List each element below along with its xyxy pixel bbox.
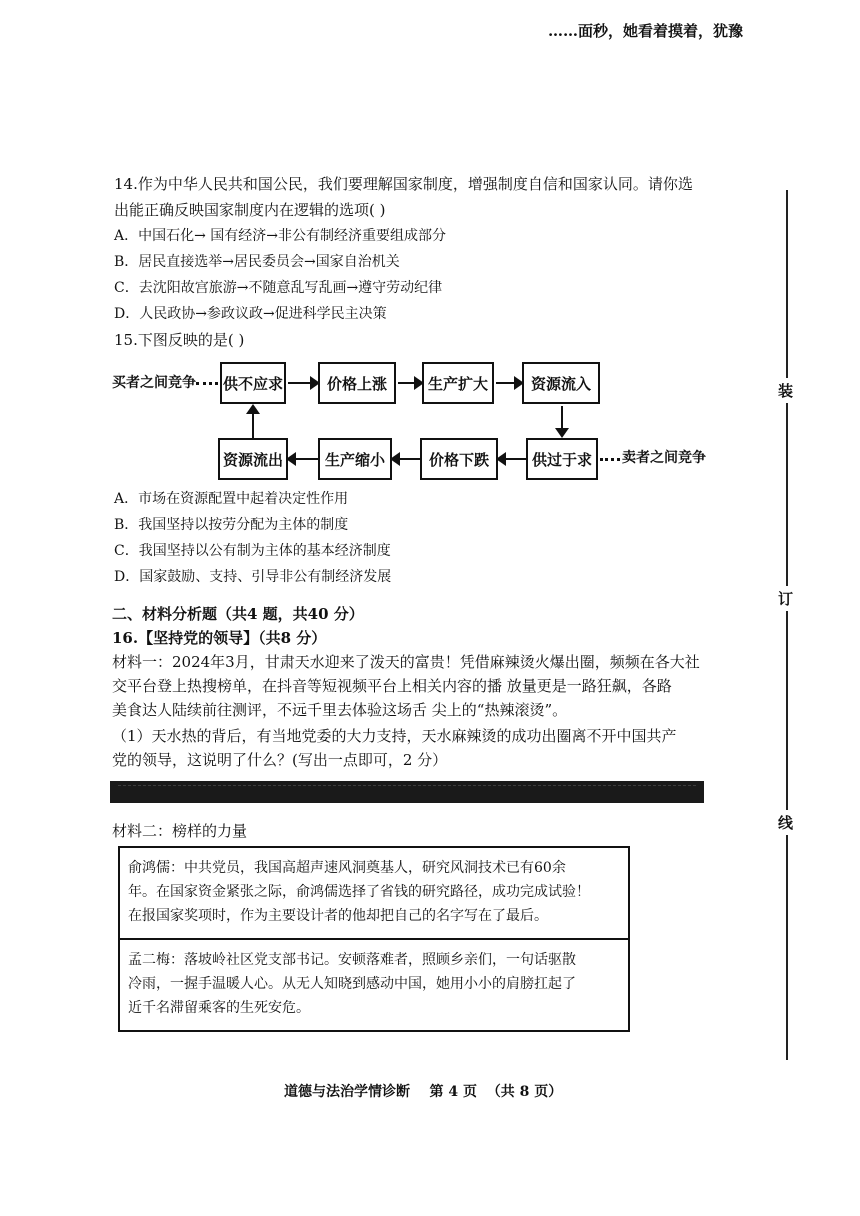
- q14-option-d: D．人民政协→参政议政→促进科学民主决策: [114, 306, 387, 322]
- material1-line1: 材料一：2024年3月，甘肃天水迎来了泼天的富贵！凭借麻辣烫火爆出圈，频频在各大社: [112, 653, 700, 671]
- page-footer: 道德与法治学情诊断 第 4 页 （共 8 页）: [284, 1084, 563, 1100]
- arrow-surplus-to-price-down: [498, 458, 526, 460]
- q14-option-b: B．居民直接选举→居民委员会→国家自治机关: [114, 254, 400, 270]
- q14-stem-line2: 出能正确反映国家制度内在逻辑的选项( ): [114, 201, 386, 219]
- box-production-shrink: 生产缩小: [318, 438, 392, 480]
- q16-title: 16.【坚持党的领导】（共8 分）: [112, 629, 327, 647]
- diagram-right-dots: [600, 458, 620, 461]
- arrow-inflow-to-surplus: [561, 406, 563, 436]
- q14-option-a: A．中国石化→ 国有经济→非公有制经济重要组成部分: [114, 228, 447, 244]
- role-model-table: [118, 846, 630, 1032]
- binding-mark-zhuang: 装: [778, 378, 793, 403]
- q15-stem: 15.下图反映的是( ): [114, 331, 245, 349]
- binding-line: [786, 190, 788, 1060]
- sub-question-1-line1: （1）天水热的背后，有当地党委的大力支持，天水麻辣烫的成功出圈离不开中国共产: [112, 727, 677, 745]
- yu-line2: 年。在国家资金紧张之际，俞鸿儒选择了省钱的研究路径，成功完成试验！: [128, 884, 590, 900]
- q15-option-b: B．我国坚持以按劳分配为主体的制度: [114, 517, 349, 533]
- arrow-outflow-to-shortage: [252, 406, 254, 438]
- arrow-price-down-to-shrink: [392, 458, 420, 460]
- yu-line3: 在报国家奖项时，作为主要设计者的他却把自己的名字写在了最后。: [128, 908, 548, 924]
- q14-option-c: C．去沈阳故宫旅游→不随意乱写乱画→遵守劳动纪律: [114, 280, 443, 296]
- q15-option-a: A．市场在资源配置中起着决定性作用: [114, 491, 349, 507]
- role-model-cell-meng: [120, 938, 628, 1030]
- box-production-expand: 生产扩大: [422, 362, 494, 404]
- q15-option-d: D．国家鼓励、支持、引导非公有制经济发展: [114, 569, 392, 585]
- diagram-right-label: 卖者之间竞争: [622, 450, 706, 466]
- material2-title: 材料二：榜样的力量: [112, 822, 248, 840]
- arrow-expand-to-inflow: [496, 382, 522, 384]
- section2-heading: 二、材料分析题（共4 题，共40 分）: [112, 605, 364, 623]
- meng-line2: 冷雨，一握手温暖人心。从无人知晓到感动中国，她用小小的肩膀扛起了: [128, 976, 576, 992]
- box-resource-outflow: 资源流出: [218, 438, 288, 480]
- box-shortage: 供不应求: [220, 362, 286, 404]
- material1-line2: 交平台登上热搜榜单，在抖音等短视频平台上相关内容的播 放量更是一路狂飙，各路: [112, 677, 672, 695]
- answer-blank-bar: [110, 781, 704, 803]
- box-surplus: 供过于求: [526, 438, 598, 480]
- meng-line3: 近千名滞留乘客的生死安危。: [128, 1000, 310, 1016]
- material1-line3: 美食达人陆续前往测评，不远千里去体验这场舌 尖上的“热辣滚烫”。: [112, 701, 568, 719]
- binding-mark-xian: 线: [778, 810, 793, 835]
- binding-mark-ding: 订: [778, 586, 793, 611]
- header-fragment: ……面秒，她看着摸着，犹豫: [548, 22, 744, 40]
- meng-line1: 孟二梅：落坡岭社区党支部书记。安顿落难者，照顾乡亲们，一句话驱散: [128, 952, 576, 968]
- arrow-price-up-to-expand: [398, 382, 422, 384]
- q15-option-c: C．我国坚持以公有制为主体的基本经济制度: [114, 543, 391, 559]
- arrow-shrink-to-outflow: [288, 458, 318, 460]
- arrow-shortage-to-price-up: [288, 382, 318, 384]
- q14-stem-line1: 14.作为中华人民共和国公民，我们要理解国家制度，增强制度自信和国家认同。请你选: [114, 175, 693, 193]
- box-resource-inflow: 资源流入: [522, 362, 600, 404]
- diagram-left-label: 买者之间竞争: [112, 375, 196, 391]
- diagram-left-dots: [196, 382, 218, 385]
- role-model-cell-yu: [120, 848, 628, 938]
- sub-question-1-line2: 党的领导，这说明了什么？(写出一点即可，2 分）: [112, 751, 448, 769]
- yu-line1: 俞鸿儒：中共党员，我国高超声速风洞奠基人，研究风洞技术已有60余: [128, 860, 566, 876]
- box-price-down: 价格下跌: [420, 438, 498, 480]
- box-price-up: 价格上涨: [318, 362, 396, 404]
